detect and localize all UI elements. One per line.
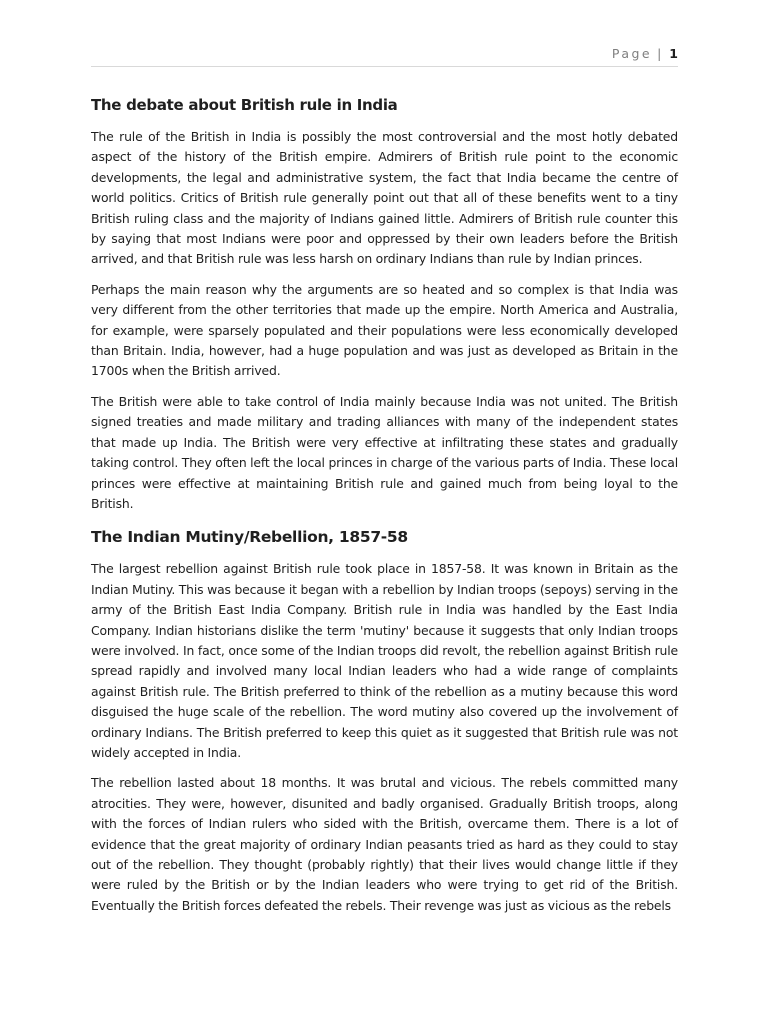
paragraph: The largest rebellion against British rule took place in 1857-58. It was known in Britain as the Indian Mutiny. This was because it began with a rebellion by Indian troops (sepoys) serving in the army of the British East India Company. British rule in India was handled by the East India Company. Indian historians dislike the term 'mutiny' because it suggests that only Indian troops were involved. In fact, once some of the Indian troops did revolt, the rebellion against British rule spread rapidly and involved many local Indian leaders who had a wide range of complaints against British rule. The British preferred to think of the rebellion as a mutiny because this word disguised the huge scale of the rebellion. The word mutiny also covered up the involvement of ordinary Indians. The British preferred to keep this quiet as it suggested that British rule was not widely accepted in India. (91, 561, 678, 760)
page-separator: | (657, 46, 662, 61)
paragraph: The rebellion lasted about 18 months. It was brutal and vicious. The rebels committed many atrocities. They were, however, disunited and badly organised. Gradually British troops, along with the forces of Indian rulers who sided with the British, overcame them. There is a lot of evidence that the great majority of ordinary Indian peasants tried as hard as they could to stay out of the rebellion. They thought (probably rightly) that their lives would change little if they were ruled by the British or by the Indian leaders who were trying to get rid of the British. Eventually the British forces defeated the rebels. Their revenge was just as vicious as the rebels (91, 775, 678, 913)
document-body (91, 92, 678, 926)
paragraph: Perhaps the main reason why the arguments are so heated and so complex is that India was very different from the other territories that made up the empire. North America and Australia, for example, were sparsely populated and their populations were less economically developed than Britain. India, however, had a huge population and was just as developed as Britain in the 1700s when the British arrived. (91, 281, 678, 379)
page-header (91, 46, 678, 67)
section-heading-british-rule: The debate about British rule in India (91, 96, 398, 114)
page-label: Page (611, 46, 653, 61)
paragraph: The British were able to take control of India mainly because India was not united. The British signed treaties and made military and trading alliances with many of the independent states that made up India. The British were very effective at infiltrating these states and gradually taking control. They often left the local princes in charge of the various parts of India. These local princes were effective at maintaining British rule and gained much from being loyal to the British. (91, 393, 678, 511)
section-heading-indian-mutiny: The Indian Mutiny/Rebellion, 1857-58 (91, 528, 408, 547)
page-number: 1 (669, 46, 678, 61)
paragraph: The rule of the British in India is possibly the most controversial and the most hotly debated aspect of the history of the British empire. Admirers of British rule point to the economic developments, the legal and administrative system, the fact that India became the centre of world politics. Critics of British rule generally point out that all of these benefits went to a tiny British ruling class and the majority of Indians gained little. Admirers of British rule counter this by saying that most Indians were poor and oppressed by their own leaders before the British arrived, and that British rule was less harsh on ordinary Indians than rule by Indian princes. (91, 129, 678, 267)
